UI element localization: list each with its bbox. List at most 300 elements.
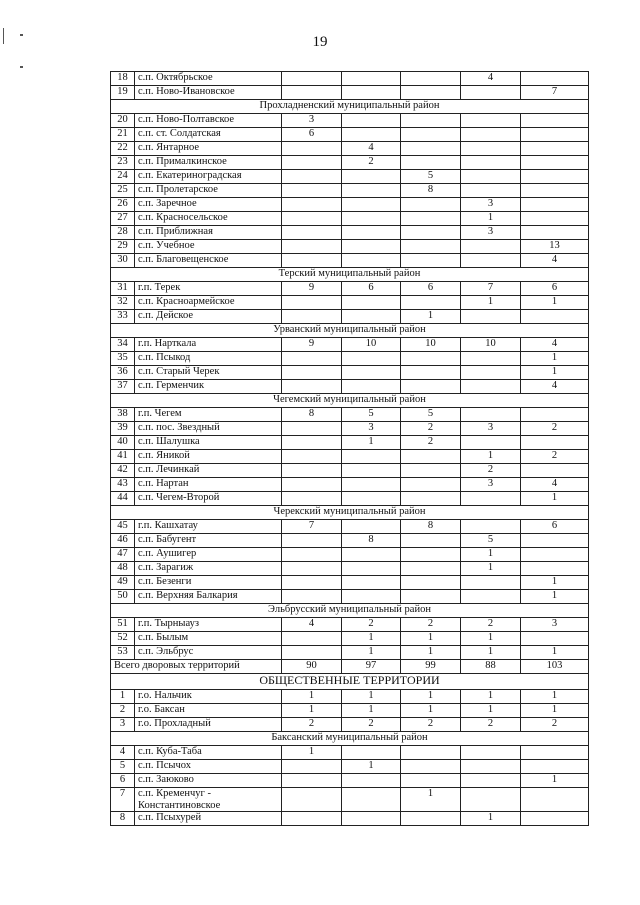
table-row: [111, 812, 589, 826]
value-cell: [282, 760, 342, 774]
value-cell: [401, 746, 461, 760]
settlement-name: с.п. Красноармейское: [135, 296, 282, 310]
settlement-name: с.п. Чегем-Второй: [135, 492, 282, 506]
value-cell: [342, 562, 401, 576]
value-cell: [401, 296, 461, 310]
table-row: [111, 254, 589, 268]
row-number: 33: [111, 310, 135, 324]
value-cell: 10: [401, 338, 461, 352]
value-cell: 1: [521, 690, 589, 704]
value-cell: 2: [401, 718, 461, 732]
row-number: 22: [111, 142, 135, 156]
value-cell: 3: [461, 198, 521, 212]
value-cell: 4: [521, 380, 589, 394]
value-cell: [342, 198, 401, 212]
value-cell: [342, 450, 401, 464]
row-number: 20: [111, 114, 135, 128]
value-cell: [342, 352, 401, 366]
value-cell: [521, 212, 589, 226]
value-cell: [461, 760, 521, 774]
table-row: [111, 562, 589, 576]
settlement-name: с.п. Янтарное: [135, 142, 282, 156]
table-row: [111, 464, 589, 478]
value-cell: [282, 240, 342, 254]
value-cell: [401, 464, 461, 478]
value-cell: [282, 156, 342, 170]
settlement-name: с.п. Кременчуг - Константиновское: [135, 788, 282, 812]
value-cell: [521, 548, 589, 562]
value-cell: 9: [282, 282, 342, 296]
value-cell: [282, 72, 342, 86]
value-cell: 4: [521, 478, 589, 492]
value-cell: 4: [521, 254, 589, 268]
value-cell: [401, 114, 461, 128]
total-value: 99: [401, 660, 461, 674]
value-cell: 4: [342, 142, 401, 156]
table-row: [111, 408, 589, 422]
value-cell: 1: [461, 704, 521, 718]
table-row: [111, 338, 589, 352]
territory-table: [110, 71, 589, 826]
row-number: 2: [111, 704, 135, 718]
settlement-name: г.п. Терек: [135, 282, 282, 296]
row-number: 48: [111, 562, 135, 576]
settlement-name: с.п. Учебное: [135, 240, 282, 254]
value-cell: 6: [282, 128, 342, 142]
value-cell: 1: [461, 548, 521, 562]
value-cell: 2: [461, 618, 521, 632]
value-cell: [521, 534, 589, 548]
settlement-name: с.п. Герменчик: [135, 380, 282, 394]
value-cell: 7: [461, 282, 521, 296]
value-cell: 1: [521, 352, 589, 366]
table-row: [111, 646, 589, 660]
row-number: 40: [111, 436, 135, 450]
settlement-name: г.о. Прохладный: [135, 718, 282, 732]
value-cell: [461, 254, 521, 268]
value-cell: 1: [521, 576, 589, 590]
section-header-row: [111, 506, 589, 520]
row-number: 32: [111, 296, 135, 310]
value-cell: [401, 226, 461, 240]
value-cell: 10: [342, 338, 401, 352]
value-cell: [401, 548, 461, 562]
value-cell: [521, 310, 589, 324]
value-cell: [521, 114, 589, 128]
value-cell: 1: [521, 704, 589, 718]
section-header: Терский муниципальный район: [111, 268, 589, 282]
value-cell: 9: [282, 338, 342, 352]
value-cell: [521, 72, 589, 86]
table-row: [111, 704, 589, 718]
table-row: [111, 788, 589, 812]
value-cell: [521, 788, 589, 812]
value-cell: 4: [521, 338, 589, 352]
value-cell: [521, 156, 589, 170]
table-row: [111, 746, 589, 760]
table-row: [111, 86, 589, 100]
value-cell: [342, 212, 401, 226]
settlement-name: с.п. пос. Звездный: [135, 422, 282, 436]
value-cell: 7: [521, 86, 589, 100]
row-number: 18: [111, 72, 135, 86]
value-cell: [401, 212, 461, 226]
value-cell: [282, 142, 342, 156]
value-cell: 2: [461, 464, 521, 478]
value-cell: [461, 492, 521, 506]
value-cell: [342, 746, 401, 760]
value-cell: [342, 366, 401, 380]
row-number: 39: [111, 422, 135, 436]
settlement-name: с.п. Шалушка: [135, 436, 282, 450]
settlement-name: с.п. Благовещенское: [135, 254, 282, 268]
value-cell: [461, 184, 521, 198]
settlement-name: с.п. Ново-Ивановское: [135, 86, 282, 100]
value-cell: 3: [461, 422, 521, 436]
value-cell: 8: [401, 184, 461, 198]
value-cell: 1: [342, 436, 401, 450]
section-header-row: [111, 674, 589, 690]
value-cell: [282, 548, 342, 562]
row-number: 7: [111, 788, 135, 812]
value-cell: [521, 226, 589, 240]
value-cell: [461, 576, 521, 590]
row-number: 1: [111, 690, 135, 704]
section-header: Урванский муниципальный район: [111, 324, 589, 338]
value-cell: [282, 450, 342, 464]
row-number: 26: [111, 198, 135, 212]
section-header: Чегемский муниципальный район: [111, 394, 589, 408]
margin-mark: [20, 66, 23, 68]
settlement-name: с.п. Екатериноградская: [135, 170, 282, 184]
value-cell: 2: [342, 618, 401, 632]
value-cell: 1: [521, 296, 589, 310]
value-cell: 5: [401, 170, 461, 184]
value-cell: [282, 788, 342, 812]
row-number: 50: [111, 590, 135, 604]
row-number: 45: [111, 520, 135, 534]
value-cell: 3: [282, 114, 342, 128]
table-row: [111, 760, 589, 774]
value-cell: [401, 156, 461, 170]
total-value: 90: [282, 660, 342, 674]
value-cell: [282, 352, 342, 366]
table-row: [111, 478, 589, 492]
value-cell: [342, 114, 401, 128]
value-cell: 6: [521, 520, 589, 534]
value-cell: [461, 310, 521, 324]
value-cell: [282, 184, 342, 198]
value-cell: 1: [282, 690, 342, 704]
value-cell: [342, 128, 401, 142]
value-cell: [342, 170, 401, 184]
table-row: [111, 422, 589, 436]
table-row: [111, 380, 589, 394]
value-cell: 5: [342, 408, 401, 422]
value-cell: 1: [282, 704, 342, 718]
value-cell: 1: [401, 788, 461, 812]
value-cell: 1: [342, 760, 401, 774]
value-cell: [342, 812, 401, 826]
value-cell: [282, 534, 342, 548]
value-cell: 2: [401, 436, 461, 450]
value-cell: [282, 632, 342, 646]
table-row: [111, 114, 589, 128]
section-header: Прохладненский муниципальный район: [111, 100, 589, 114]
value-cell: 1: [342, 704, 401, 718]
value-cell: 3: [342, 422, 401, 436]
row-number: 31: [111, 282, 135, 296]
value-cell: 2: [521, 450, 589, 464]
value-cell: 1: [282, 746, 342, 760]
value-cell: 5: [401, 408, 461, 422]
settlement-name: с.п. Красносельское: [135, 212, 282, 226]
value-cell: [521, 436, 589, 450]
value-cell: [342, 492, 401, 506]
value-cell: [401, 812, 461, 826]
table-row: [111, 226, 589, 240]
value-cell: [342, 774, 401, 788]
value-cell: 1: [461, 562, 521, 576]
value-cell: 2: [521, 422, 589, 436]
section-header-row: [111, 604, 589, 618]
value-cell: 1: [521, 492, 589, 506]
row-number: 6: [111, 774, 135, 788]
value-cell: 1: [521, 774, 589, 788]
table-row: [111, 436, 589, 450]
total-value: 88: [461, 660, 521, 674]
value-cell: [282, 212, 342, 226]
value-cell: 1: [521, 590, 589, 604]
table-row: [111, 142, 589, 156]
value-cell: 3: [521, 618, 589, 632]
row-number: 38: [111, 408, 135, 422]
settlement-name: с.п. Бабугент: [135, 534, 282, 548]
settlement-name: с.п. Псыхурей: [135, 812, 282, 826]
value-cell: [342, 296, 401, 310]
settlement-name: с.п. Ново-Полтавское: [135, 114, 282, 128]
value-cell: [282, 590, 342, 604]
value-cell: [521, 760, 589, 774]
value-cell: 1: [461, 450, 521, 464]
value-cell: [401, 478, 461, 492]
value-cell: 4: [282, 618, 342, 632]
settlement-name: с.п. Куба-Таба: [135, 746, 282, 760]
value-cell: 2: [521, 718, 589, 732]
section-header: Эльбрусский муниципальный район: [111, 604, 589, 618]
value-cell: 2: [461, 718, 521, 732]
settlement-name: с.п. Верхняя Балкария: [135, 590, 282, 604]
value-cell: [401, 492, 461, 506]
value-cell: 6: [342, 282, 401, 296]
value-cell: [521, 464, 589, 478]
total-row: [111, 660, 589, 674]
table-row: [111, 534, 589, 548]
value-cell: [401, 240, 461, 254]
value-cell: 1: [521, 646, 589, 660]
value-cell: [401, 760, 461, 774]
table-row: [111, 156, 589, 170]
section-header: Черекский муниципальный район: [111, 506, 589, 520]
value-cell: [282, 436, 342, 450]
value-cell: [521, 408, 589, 422]
value-cell: 6: [521, 282, 589, 296]
value-cell: 3: [461, 226, 521, 240]
table-row: [111, 520, 589, 534]
row-number: 4: [111, 746, 135, 760]
value-cell: [342, 72, 401, 86]
value-cell: 5: [461, 534, 521, 548]
value-cell: 7: [282, 520, 342, 534]
row-number: 5: [111, 760, 135, 774]
value-cell: [282, 774, 342, 788]
table-row: [111, 492, 589, 506]
table-row: [111, 548, 589, 562]
settlement-name: с.п. Прималкинское: [135, 156, 282, 170]
table-row: [111, 184, 589, 198]
value-cell: [461, 156, 521, 170]
value-cell: [461, 114, 521, 128]
settlement-name: с.п. Яникой: [135, 450, 282, 464]
table-row: [111, 690, 589, 704]
value-cell: [342, 478, 401, 492]
value-cell: 1: [401, 632, 461, 646]
row-number: 24: [111, 170, 135, 184]
settlement-name: с.п. Дейское: [135, 310, 282, 324]
table-row: [111, 590, 589, 604]
section-header: ОБЩЕСТВЕННЫЕ ТЕРРИТОРИИ: [111, 674, 589, 690]
row-number: 52: [111, 632, 135, 646]
settlement-name: с.п. Заюково: [135, 774, 282, 788]
value-cell: [401, 72, 461, 86]
table-row: [111, 282, 589, 296]
row-number: 36: [111, 366, 135, 380]
margin-mark: [20, 34, 23, 36]
settlement-name: г.п. Нарткала: [135, 338, 282, 352]
value-cell: [342, 576, 401, 590]
value-cell: [521, 184, 589, 198]
value-cell: [282, 562, 342, 576]
value-cell: 8: [401, 520, 461, 534]
value-cell: [461, 142, 521, 156]
value-cell: [342, 520, 401, 534]
value-cell: [401, 576, 461, 590]
value-cell: [282, 464, 342, 478]
value-cell: [461, 380, 521, 394]
value-cell: [282, 478, 342, 492]
settlement-name: с.п. Аушигер: [135, 548, 282, 562]
value-cell: 1: [401, 646, 461, 660]
value-cell: [282, 422, 342, 436]
value-cell: 2: [342, 156, 401, 170]
settlement-name: с.п. Приближная: [135, 226, 282, 240]
settlement-name: с.п. Лечинкай: [135, 464, 282, 478]
settlement-name: с.п. Псычох: [135, 760, 282, 774]
table-row: [111, 718, 589, 732]
row-number: 8: [111, 812, 135, 826]
value-cell: 1: [401, 310, 461, 324]
value-cell: [461, 590, 521, 604]
value-cell: [342, 548, 401, 562]
row-number: 43: [111, 478, 135, 492]
value-cell: [461, 520, 521, 534]
table-row: [111, 366, 589, 380]
value-cell: [342, 310, 401, 324]
settlement-name: с.п. ст. Солдатская: [135, 128, 282, 142]
table-row: [111, 296, 589, 310]
value-cell: [461, 170, 521, 184]
row-number: 51: [111, 618, 135, 632]
row-number: 27: [111, 212, 135, 226]
value-cell: [461, 352, 521, 366]
value-cell: [461, 774, 521, 788]
settlement-name: с.п. Октябрьское: [135, 72, 282, 86]
value-cell: 4: [461, 72, 521, 86]
value-cell: [521, 632, 589, 646]
value-cell: [461, 86, 521, 100]
value-cell: [401, 142, 461, 156]
value-cell: [461, 788, 521, 812]
total-value: 103: [521, 660, 589, 674]
value-cell: 1: [521, 366, 589, 380]
value-cell: [282, 198, 342, 212]
settlement-name: г.п. Кашхатау: [135, 520, 282, 534]
settlement-name: г.о. Нальчик: [135, 690, 282, 704]
settlement-name: с.п. Заречное: [135, 198, 282, 212]
value-cell: [282, 646, 342, 660]
table-row: [111, 576, 589, 590]
value-cell: [401, 86, 461, 100]
value-cell: [342, 86, 401, 100]
value-cell: 1: [401, 704, 461, 718]
section-header-row: [111, 324, 589, 338]
value-cell: [342, 788, 401, 812]
settlement-name: с.п. Зарагиж: [135, 562, 282, 576]
value-cell: 8: [342, 534, 401, 548]
table-row: [111, 352, 589, 366]
section-header-row: [111, 268, 589, 282]
value-cell: [401, 366, 461, 380]
value-cell: [521, 562, 589, 576]
value-cell: [282, 296, 342, 310]
row-number: 44: [111, 492, 135, 506]
value-cell: 1: [342, 690, 401, 704]
value-cell: [342, 240, 401, 254]
table-row: [111, 450, 589, 464]
table-row: [111, 310, 589, 324]
value-cell: 8: [282, 408, 342, 422]
value-cell: [461, 128, 521, 142]
settlement-name: с.п. Эльбрус: [135, 646, 282, 660]
row-number: 23: [111, 156, 135, 170]
value-cell: 2: [401, 422, 461, 436]
value-cell: 6: [401, 282, 461, 296]
value-cell: [282, 170, 342, 184]
settlement-name: с.п. Нартан: [135, 478, 282, 492]
value-cell: 1: [342, 646, 401, 660]
value-cell: 1: [342, 632, 401, 646]
value-cell: [461, 240, 521, 254]
value-cell: 2: [282, 718, 342, 732]
value-cell: [461, 366, 521, 380]
value-cell: 3: [461, 478, 521, 492]
value-cell: 13: [521, 240, 589, 254]
value-cell: [282, 380, 342, 394]
row-number: 3: [111, 718, 135, 732]
table-row: [111, 170, 589, 184]
value-cell: 1: [461, 812, 521, 826]
settlement-name: с.п. Псыкод: [135, 352, 282, 366]
